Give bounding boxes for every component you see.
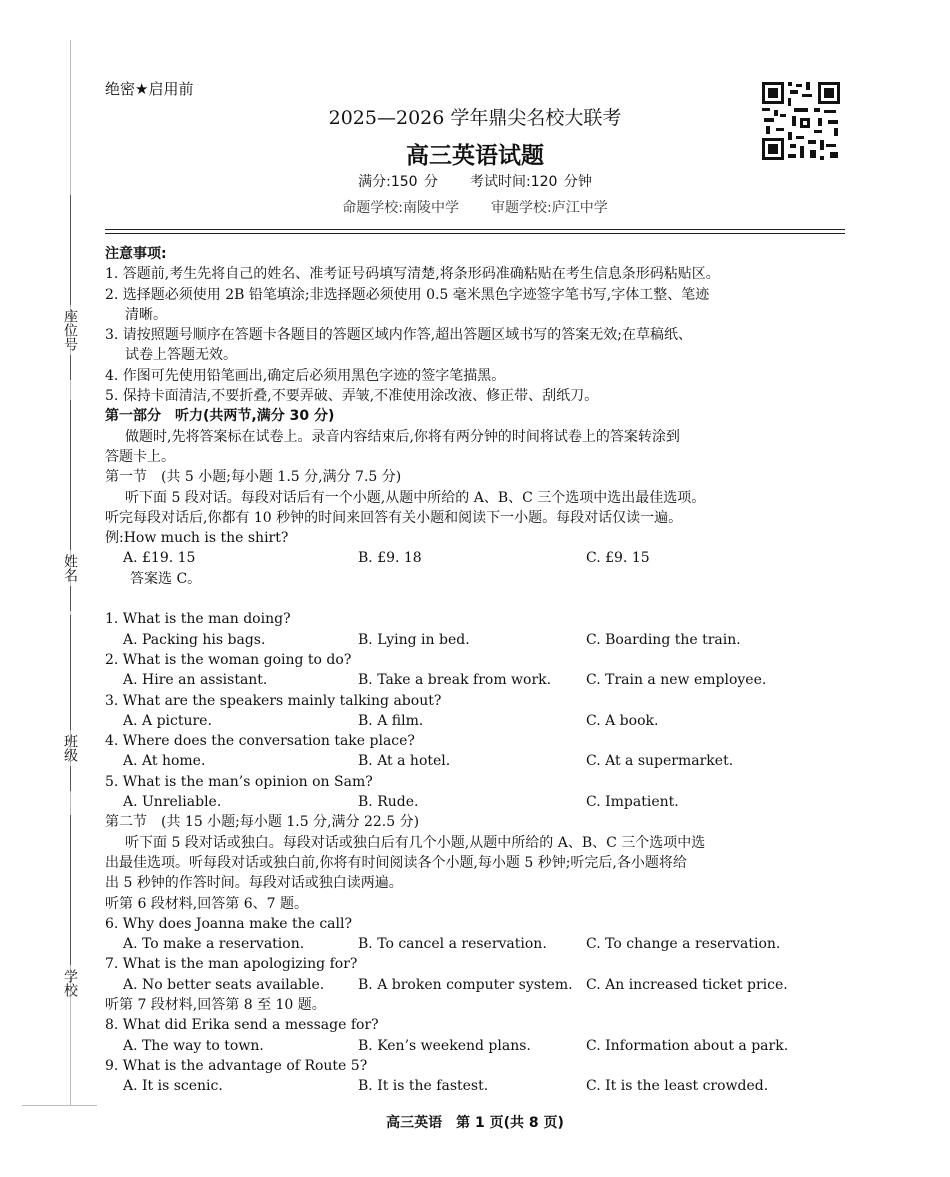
note-line: 3. 请按照题号顺序在答题卡各题目的答题区域内作答,超出答题区域书写的答案无效;在草稿纸、 <box>105 327 692 344</box>
option-b[interactable]: B. A broken computer system. <box>358 976 573 993</box>
option-a[interactable]: A. Unreliable. <box>123 794 222 811</box>
note-line: 4. 作图可先使用铅笔画出,确定后必须用黑色字迹的签字笔描黑。 <box>105 367 506 384</box>
question-stem: 4. Where does the conversation take place? <box>105 733 415 750</box>
option-c[interactable]: C. Boarding the train. <box>586 631 741 648</box>
part1-intro: 做题时,先将答案标在试卷上。录音内容结束后,你将有两分钟的时间将试卷上的答案转涂到 <box>125 428 680 445</box>
option-c[interactable]: C. A book. <box>586 712 659 729</box>
full-score: 满分:150 分 <box>358 174 438 190</box>
question-options <box>105 751 845 771</box>
option-b[interactable]: B. A film. <box>358 712 424 729</box>
option-a[interactable]: A. It is scenic. <box>123 1078 223 1095</box>
option-a[interactable]: A. To make a reservation. <box>123 936 305 953</box>
question-options <box>105 711 845 731</box>
section1-directions: 听完每段对话后,你都有 10 秒钟的时间来回答有关小题和阅读下一小题。每段对话仅读一遍。 <box>105 509 683 526</box>
exam-time: 考试时间:120 分钟 <box>470 174 592 190</box>
seat-field[interactable] <box>58 195 82 380</box>
question-options <box>105 1076 845 1096</box>
section1-questions <box>105 609 845 812</box>
proposition-school: 命题学校:南陵中学 <box>342 200 459 216</box>
question-stem: 7. What is the man apologizing for? <box>105 956 358 973</box>
question-options <box>105 934 845 954</box>
question-stem: 5. What is the man’s opinion on Sam? <box>105 773 373 790</box>
question-stem: 9. What is the advantage of Route 5? <box>105 1057 368 1074</box>
material-instruction: 听第 6 段材料,回答第 6、7 题。 <box>105 895 308 912</box>
option-c[interactable]: C. An increased ticket price. <box>586 976 788 993</box>
option-b: B. £9. 18 <box>358 550 422 567</box>
exam-title: 2025—2026 学年鼎尖名校大联考 <box>328 107 622 129</box>
option-c[interactable]: C. Impatient. <box>586 794 679 811</box>
note-line: 试卷上答题无效。 <box>125 347 237 364</box>
class-rule-lower <box>70 766 71 791</box>
seat-rule <box>70 195 71 305</box>
option-c[interactable]: C. It is the least crowded. <box>586 1078 769 1095</box>
class-field[interactable] <box>58 615 82 791</box>
option-a[interactable]: A. Packing his bags. <box>123 631 266 648</box>
note-line: 5. 保持卡面清洁,不要折叠,不要弄破、弄皱,不准使用涂改液、修正带、刮纸刀。 <box>105 388 599 405</box>
option-a[interactable]: A. At home. <box>123 753 206 770</box>
section2-directions: 出 5 秒钟的作答时间。每段对话或独白读两遍。 <box>105 875 403 892</box>
option-c[interactable]: C. At a supermarket. <box>586 753 734 770</box>
school-rule <box>70 815 71 965</box>
section1-heading: 第一节 (共 5 小题;每小题 1.5 分,满分 7.5 分) <box>105 469 402 486</box>
part1-heading: 第一部分 听力(共两节,满分 30 分) <box>105 408 335 425</box>
section1-directions: 听下面 5 段对话。每段对话后有一个小题,从题中所给的 A、B、C 三个选项中选出最佳选项。 <box>125 489 706 506</box>
option-b[interactable]: B. Ken’s weekend plans. <box>358 1037 531 1054</box>
class-rule <box>70 615 71 730</box>
option-a[interactable]: A. No better seats available. <box>123 976 325 993</box>
class-label: 班级 <box>62 734 78 762</box>
exam-content <box>105 244 845 1096</box>
name-field[interactable] <box>58 400 82 611</box>
option-c[interactable]: C. To change a reservation. <box>586 936 781 953</box>
qr-code-icon[interactable] <box>760 80 842 162</box>
name-rule-lower <box>70 586 71 611</box>
seat-label: 座位号 <box>62 309 78 351</box>
section2-questions-b <box>105 1015 845 1096</box>
question-stem: 2. What is the woman going to do? <box>105 651 352 668</box>
header-separator-second <box>105 233 845 234</box>
section2-directions: 出最佳选项。听每段对话或独白前,你将有时间阅读各个小题,每小题 5 秒钟;听完后,各小题将给 <box>105 854 687 871</box>
option-b[interactable]: B. It is the fastest. <box>358 1078 489 1095</box>
binding-margin <box>0 0 95 1110</box>
question-options <box>105 975 845 995</box>
secret-mark: 绝密★启用前 <box>105 80 194 98</box>
question-stem: 8. What did Erika send a message for? <box>105 1017 379 1034</box>
review-school: 审题学校:庐江中学 <box>491 200 608 216</box>
question-options <box>105 1036 845 1056</box>
option-c[interactable]: C. Train a new employee. <box>586 672 767 689</box>
page-footer: 高三英语 第 1 页(共 8 页) <box>386 1115 564 1131</box>
school-field[interactable] <box>58 815 82 997</box>
option-c: C. £9. 15 <box>586 550 650 567</box>
question-stem: 3. What are the speakers mainly talking about? <box>105 692 442 709</box>
name-label: 姓名 <box>62 554 78 582</box>
notes-heading: 注意事项: <box>105 246 167 262</box>
note-line: 2. 选择题必须使用 2B 铅笔填涂;非选择题必须使用 0.5 毫米黑色字迹签字笔书写,字体工整、笔迹 <box>105 286 710 303</box>
seat-rule-lower <box>70 355 71 380</box>
option-b[interactable]: B. To cancel a reservation. <box>358 936 547 953</box>
option-a[interactable]: A. A picture. <box>123 712 212 729</box>
example-options <box>105 548 845 568</box>
question-stem: 1. What is the man doing? <box>105 611 291 628</box>
exam-meta <box>105 171 845 191</box>
option-a[interactable]: A. The way to town. <box>123 1037 264 1054</box>
option-b[interactable]: B. At a hotel. <box>358 753 451 770</box>
header-separator <box>105 229 845 230</box>
spacer <box>105 589 845 609</box>
option-c[interactable]: C. Information about a park. <box>586 1037 789 1054</box>
binding-bottom-line <box>22 1105 97 1106</box>
note-line: 清晰。 <box>125 306 167 323</box>
section2-directions: 听下面 5 段对话或独白。每段对话或独白后有几个小题,从题中所给的 A、B、C 三个选项中选 <box>125 834 706 851</box>
school-label: 学校 <box>62 969 78 997</box>
material-instruction: 听第 7 段材料,回答第 8 至 10 题。 <box>105 996 326 1013</box>
example-question: 例:How much is the shirt? <box>105 530 289 547</box>
question-stem: 6. Why does Joanna make the call? <box>105 915 352 932</box>
option-b[interactable]: B. Take a break from work. <box>358 672 552 689</box>
option-b[interactable]: B. Rude. <box>358 794 419 811</box>
example-answer: 答案选 C。 <box>130 570 202 587</box>
option-b[interactable]: B. Lying in bed. <box>358 631 470 648</box>
question-options <box>105 630 845 650</box>
section2-questions-a <box>105 914 845 995</box>
question-options <box>105 792 845 812</box>
school-meta <box>105 197 845 217</box>
part1-intro: 答题卡上。 <box>105 448 175 465</box>
section2-heading: 第二节 (共 15 小题;每小题 1.5 分,满分 22.5 分) <box>105 814 420 831</box>
option-a: A. £19. 15 <box>123 550 196 567</box>
name-rule <box>70 400 71 550</box>
subject-title: 高三英语试题 <box>406 143 544 169</box>
option-a[interactable]: A. Hire an assistant. <box>123 672 268 689</box>
question-options <box>105 670 845 690</box>
note-line: 1. 答题前,考生先将自己的姓名、准考证号码填写清楚,将条形码准确粘贴在考生信息条形码粘贴区。 <box>105 266 720 283</box>
